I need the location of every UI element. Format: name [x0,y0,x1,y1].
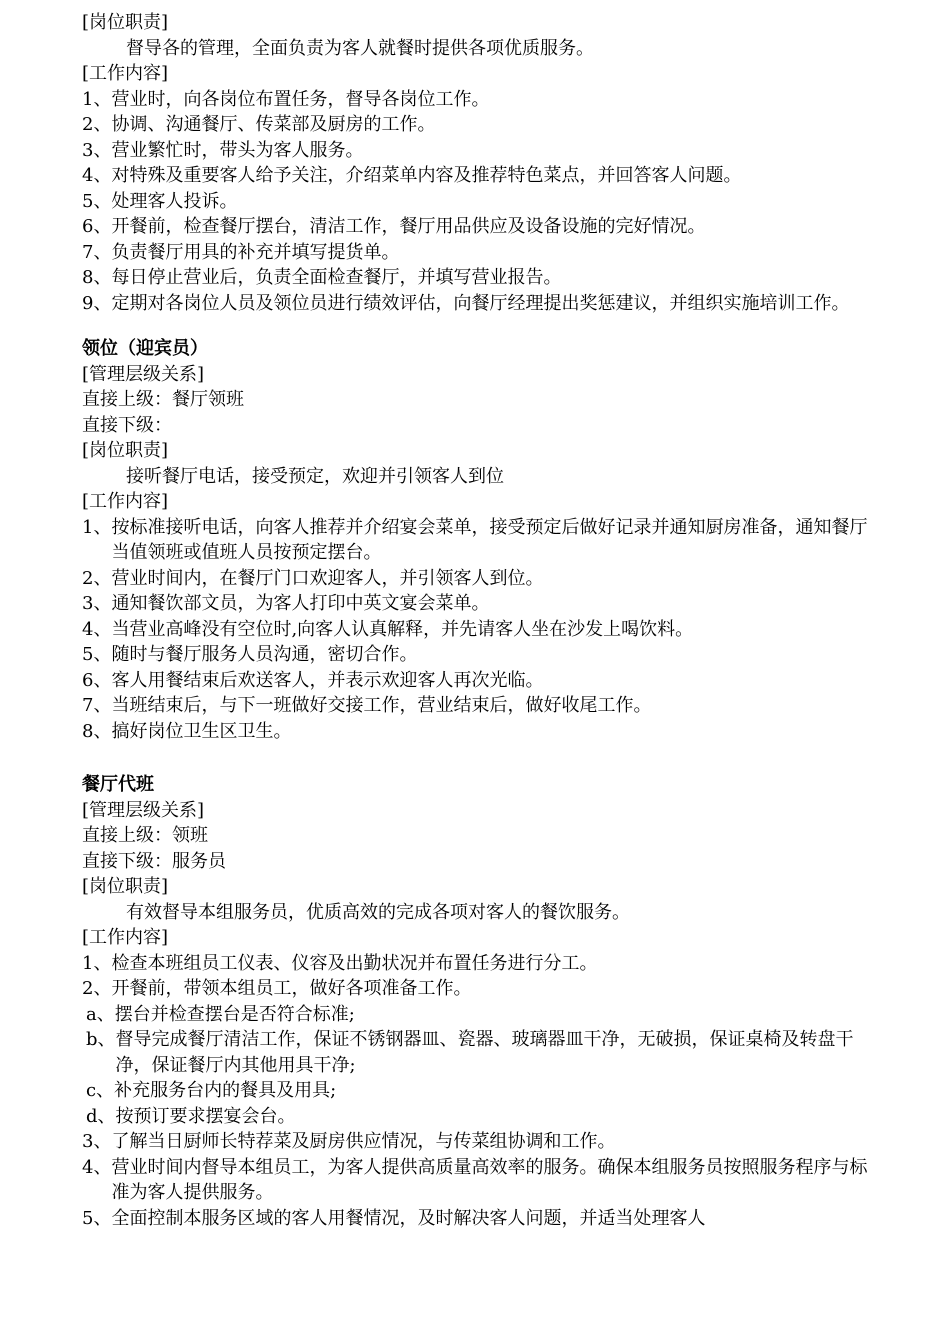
list-item-number: 3、 [82,593,112,614]
list-item-number: 9、 [82,292,112,314]
section3-title: 餐厅代班 [82,774,154,795]
section2-resp-text: 接听餐厅电话，接受预定，欢迎并引领客人到位 [126,465,504,487]
list-item [82,719,882,745]
list-item-number: 5、 [82,644,112,665]
section3-resp-label: [岗位职责] [82,876,169,897]
list-item-number: a、 [86,1003,115,1025]
list-item-text: 对特殊及重要客人给予关注，介绍菜单内容及推荐特色菜点，并回答客人问题。 [111,165,742,186]
list-item-number: 7、 [82,695,112,716]
list-item-text: 全面控制本服务区域的客人用餐情况，及时解决客人问题，并适当处理客人 [111,1207,706,1229]
list-item [82,566,882,592]
list-item [82,240,882,266]
section1-work-label: [工作内容] [82,63,169,84]
list-item [82,138,882,164]
list-item [82,617,882,643]
section3-resp-text: 有效督导本组服务员，优质高效的完成各项对客人的餐饮服务。 [126,901,630,923]
section2-mgmt-label: [管理层级关系] [82,363,205,385]
list-item [82,1206,882,1232]
list-item-text: 营业繁忙时，带头为客人服务。 [111,139,364,161]
section2-work-list [82,515,882,745]
list-item-text: 开餐前，带领本组员工，做好各项准备工作。 [111,978,472,999]
list-item [82,87,882,113]
section1-work-list [82,87,882,317]
section3-mgmt-label: [管理层级关系] [82,799,205,821]
list-item-text: 摆台并检查摆台是否符合标准; [114,1003,355,1025]
list-item [82,1078,882,1104]
section3-work-list-b [82,1129,882,1231]
section1-resp-label: [岗位职责] [82,12,169,33]
list-item-text: 营业时间内督导本组员工，为客人提供高质量高效率的服务。确保本组服务员按照服务程序与标准为客人提供服务。 [111,1156,868,1203]
list-item [82,976,882,1002]
list-item-number: 2、 [82,114,112,135]
list-item-text: 按预订要求摆宴会台。 [115,1105,296,1127]
list-item-text: 了解当日厨师长特荐菜及厨房供应情况，与传菜组协调和工作。 [111,1131,616,1152]
list-item-number: 4、 [82,165,112,186]
list-item [82,1027,882,1078]
list-item-text: 随时与餐厅服务人员沟通，密切合作。 [111,644,418,665]
list-item-number: 1、 [82,88,112,110]
list-item-number: 5、 [82,190,112,212]
list-item-number: b、 [86,1029,116,1050]
list-item [82,214,882,240]
section2-resp-label: [岗位职责] [82,440,169,461]
list-item [82,515,882,566]
section3-sub-list [82,1002,882,1130]
list-item-number: d、 [86,1105,116,1127]
list-item-number: 3、 [82,139,112,161]
list-item [82,668,882,694]
list-item-number: 6、 [82,216,112,237]
section3-work-list-a [82,951,882,1002]
list-item [82,951,882,977]
list-item [82,1129,882,1155]
section2-subordinate: 直接下级： [82,414,172,436]
list-item-number: 7、 [82,241,112,263]
section2-title: 领位（迎宾员） [82,338,208,359]
list-item-number: 4、 [82,1156,112,1178]
list-item-text: 检查本班组员工仪表、仪容及出勤状况并布置任务进行分工。 [111,952,598,974]
list-item-number: 2、 [82,567,112,589]
list-item [82,1104,882,1130]
list-item-number: 2、 [82,978,112,999]
list-item-number: 1、 [82,516,112,538]
list-item [82,693,882,719]
document-page [82,10,882,1231]
list-item-text: 负责餐厅用具的补充并填写提货单。 [111,241,400,263]
section1-resp-text: 督导各的管理，全面负责为客人就餐时提供各项优质服务。 [126,37,594,59]
list-item-number: 8、 [82,267,112,288]
list-item-number: 5、 [82,1207,112,1229]
list-item-number: 3、 [82,1131,112,1152]
list-item-text: 开餐前，检查餐厅摆台，清洁工作，餐厅用品供应及设备设施的完好情况。 [111,216,706,237]
list-item-text: 客人用餐结束后欢送客人，并表示欢迎客人再次光临。 [111,669,544,691]
section3-superior: 直接上级：领班 [82,825,208,846]
list-item-text: 按标准接听电话，向客人推荐并介绍宴会菜单，接受预定后做好记录并通知厨房准备，通知餐厅当值领班或值班人员按预定摆台。 [111,516,868,563]
spacer [82,744,882,772]
list-item [82,112,882,138]
list-item [82,1002,882,1028]
list-item [82,189,882,215]
section2-work-label: [工作内容] [82,491,169,512]
section3-subordinate: 直接下级：服务员 [82,850,226,872]
list-item-text: 搞好岗位卫生区卫生。 [111,720,292,742]
list-item [82,163,882,189]
list-item-number: 4、 [82,618,112,640]
list-item-text: 协调、沟通餐厅、传菜部及厨房的工作。 [111,114,436,135]
section3-work-label: [工作内容] [82,927,169,948]
section2-superior: 直接上级：餐厅领班 [82,389,244,410]
list-item-number: c、 [86,1080,115,1101]
list-item-text: 定期对各岗位人员及领位员进行绩效评估，向餐厅经理提出奖惩建议，并组织实施培训工作。 [111,292,850,314]
list-item-number: 6、 [82,669,112,691]
list-item [82,591,882,617]
spacer [82,316,882,336]
list-item-text: 营业时间内，在餐厅门口欢迎客人，并引领客人到位。 [111,567,544,589]
list-item-text: 当营业高峰没有空位时,向客人认真解释，并先请客人坐在沙发上喝饮料。 [111,618,694,640]
list-item-text: 督导完成餐厅清洁工作，保证不锈钢器皿、瓷器、玻璃器皿干净，无破损，保证桌椅及转盘干净，保证餐厅内其他用具干净; [115,1029,854,1076]
list-item-text: 每日停止营业后，负责全面检查餐厅，并填写营业报告。 [111,267,562,288]
list-item-number: 1、 [82,952,112,974]
list-item [82,642,882,668]
list-item-text: 补充服务台内的餐具及用具; [114,1080,337,1101]
list-item [82,265,882,291]
list-item-text: 通知餐饮部文员，为客人打印中英文宴会菜单。 [111,593,490,614]
list-item [82,291,882,317]
list-item-number: 8、 [82,720,112,742]
list-item-text: 营业时，向各岗位布置任务，督导各岗位工作。 [111,88,490,110]
list-item [82,1155,882,1206]
list-item-text: 处理客人投诉。 [111,190,238,212]
list-item-text: 当班结束后，与下一班做好交接工作，营业结束后，做好收尾工作。 [111,695,652,716]
